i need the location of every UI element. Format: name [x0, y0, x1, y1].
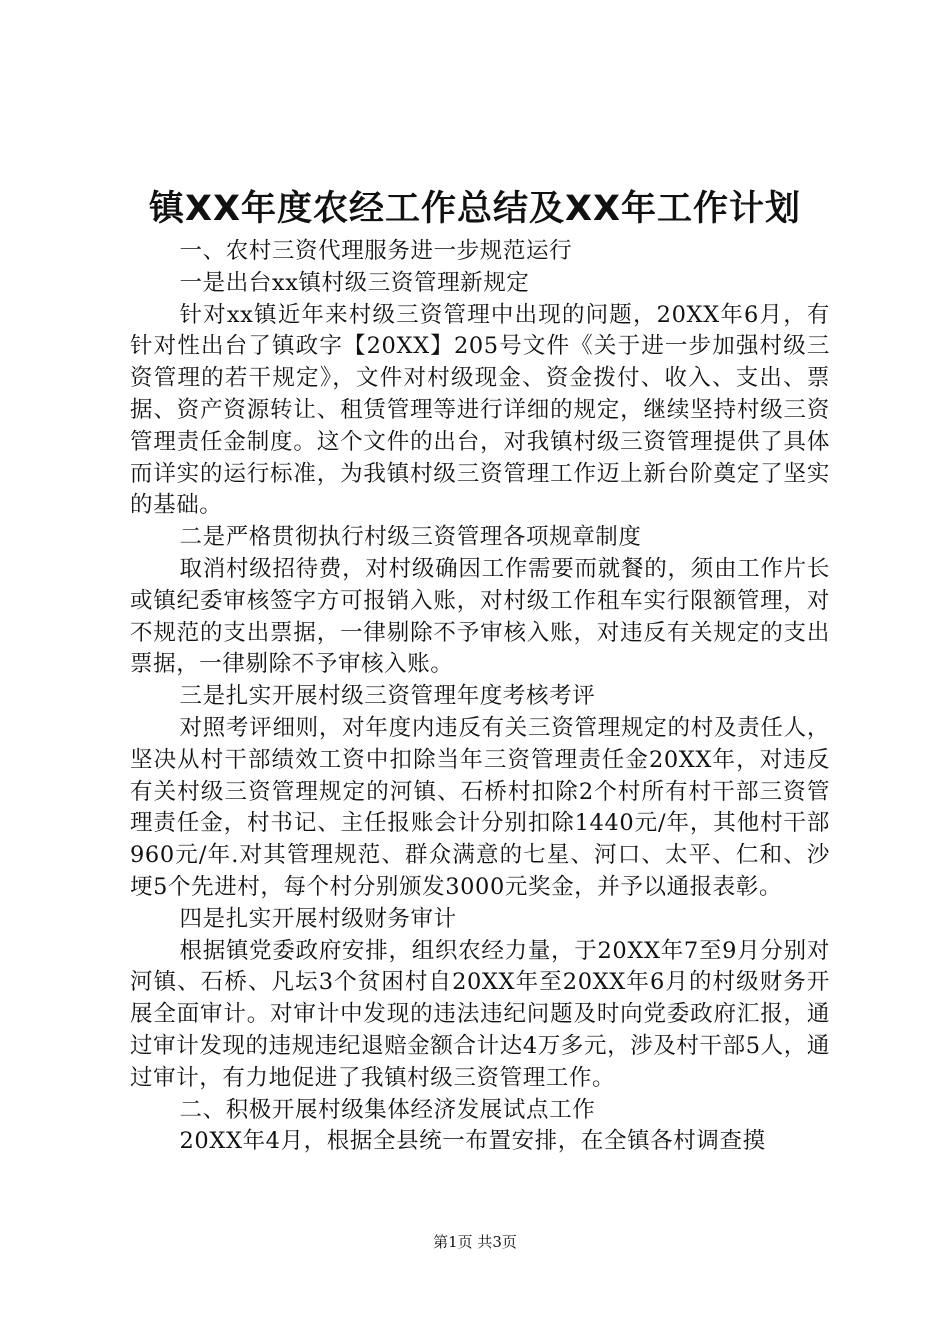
body-paragraph: 取消村级招待费，对村级确因工作需要而就餐的，须由工作片长或镇纪委审核签字方可报销入账，对村级工作租车实行限额管理，对不规范的支出票据，一律剔除不予审核入账，对违反有关规定的支出票据，一律剔除不予审核入账。	[130, 555, 830, 678]
subsection-heading: 一是出台xx镇村级三资管理新规定	[179, 269, 530, 296]
section-heading: 一、农村三资代理服务进一步规范运行	[179, 238, 573, 264]
body-paragraph: 20XX年4月，根据全县统一布置安排，在全镇各村调查摸	[179, 1128, 766, 1155]
subsection-heading: 三是扎实开展村级三资管理年度考核考评	[179, 683, 596, 710]
subsection-heading: 四是扎实开展村级财务审计	[179, 905, 457, 932]
body-paragraph: 根据镇党委政府安排，组织农经力量，于20XX年7至9月分别对河镇、石桥、凡坛3个贫困村自20XX年至20XX年6月的村级财务开展全面审计。对审计中发现的违法违纪问题及时向党委政府汇报，通过审计发现的违规违纪退赔金额合计达4万多元，涉及村干部5人，通过审计，有力地促进了我镇村级三资管理工作。	[130, 937, 830, 1091]
body-paragraph: 针对xx镇近年来村级三资管理中出现的问题，20XX年6月，有针对性出台了镇政字【20XX】205号文件《关于进一步加强村级三资管理的若干规定》，文件对村级现金、资金拨付、收入、支出、票据、资产资源转让、租赁管理等进行详细的规定，继续坚持村级三资管理责任金制度。这个文件的出台，对我镇村级三资管理提供了具体而详实的运行标准，为我镇村级三资管理工作迈上新台阶奠定了坚实的基础。	[130, 301, 830, 519]
section-heading: 二、积极开展村级集体经济发展试点工作	[179, 1096, 596, 1123]
subsection-heading: 二是严格贯彻执行村级三资管理各项规章制度	[179, 524, 642, 551]
page-footer: 第1页 共3页	[433, 1233, 517, 1251]
document-title: 镇XX年度农经工作总结及XX年工作计划	[149, 189, 801, 229]
document-body	[130, 236, 830, 1158]
body-paragraph: 对照考评细则，对年度内违反有关三资管理规定的村及责任人，坚决从村干部绩效工资中扣除当年三资管理责任金20XX年，对违反有关村级三资管理规定的河镇、石桥村扣除2个村所有村干部三资管理责任金，村书记、主任报账会计分别扣除1440元/年，其他村干部960元/年.对其管理规范、群众满意的七星、河口、太平、仁和、沙埂5个先进村，每个村分别颁发3000元奖金，并予以通报表彰。	[130, 714, 830, 900]
